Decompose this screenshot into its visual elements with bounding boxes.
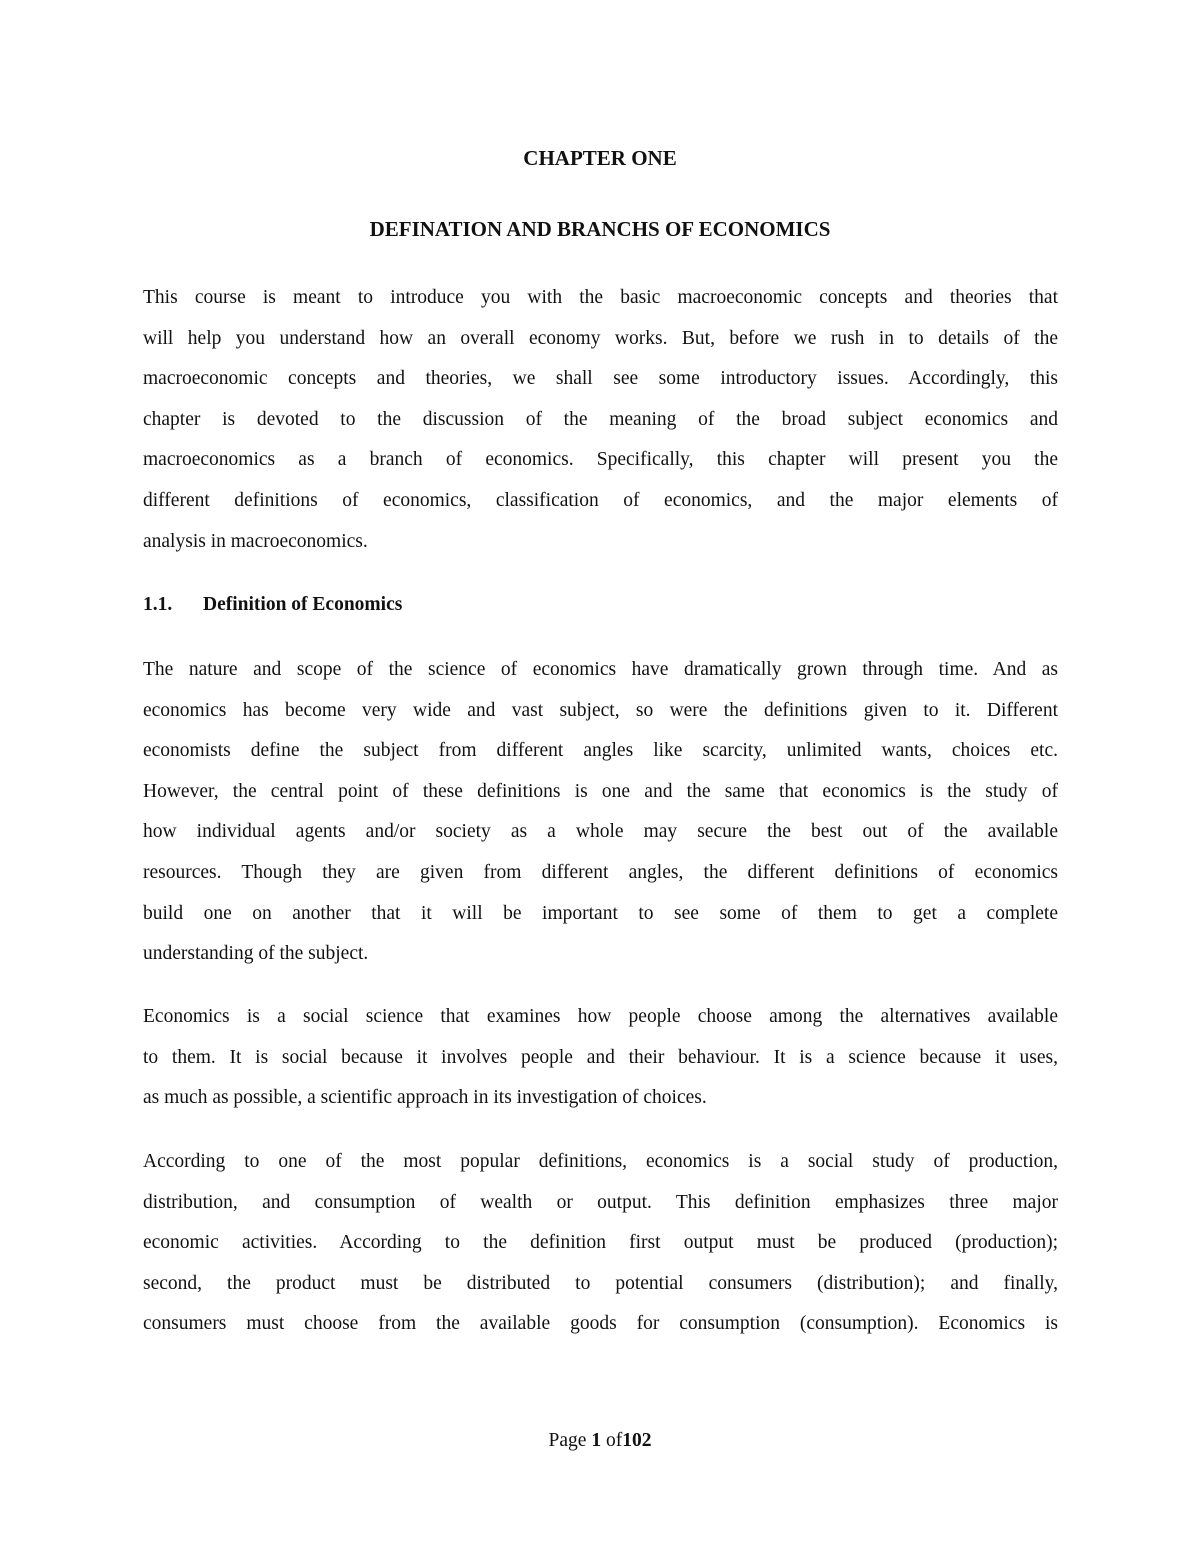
paragraph-line: economics has become very wide and vast subject, so were the definitions given to it. Different [143, 699, 1058, 721]
paragraph-line: Economics is a social science that examines how people choose among the alternatives available [143, 1006, 1058, 1027]
paragraph-line: The nature and scope of the science of economics have dramatically grown through time. And as [143, 659, 1058, 680]
chapter-title: CHAPTER ONE [523, 146, 677, 170]
paragraph-line: This course is meant to introduce you with the basic macroeconomic concepts and theories that [143, 287, 1058, 308]
total-pages: 102 [622, 1430, 652, 1451]
paragraph-line: macroeconomics as a branch of economics. Specifically, this chapter will present you the [143, 449, 1058, 471]
page-footer [0, 1430, 1200, 1452]
paragraph-line: build one on another that it will be important to see some of them to get a complete [143, 902, 1058, 924]
paragraph-line: However, the central point of these definitions is one and the same that economics is the study of [143, 780, 1058, 802]
paragraph-line: resources. Though they are given from different angles, the different definitions of economics [143, 861, 1058, 883]
paragraph-line: second, the product must be distributed to potential consumers (distribution); and finally, [143, 1272, 1058, 1294]
paragraph-line: as much as possible, a scientific approach in its investigation of choices. [143, 1087, 707, 1109]
intro-paragraph [143, 278, 1058, 562]
paragraph-line: According to one of the most popular definitions, economics is a social study of production, [143, 1151, 1058, 1172]
current-page-number: 1 [591, 1430, 602, 1451]
paragraph-line: economic activities. According to the definition first output must be produced (production); [143, 1232, 1058, 1254]
paragraph-line: consumers must choose from the available goods for consumption (consumption). Economics is [143, 1313, 1058, 1335]
paragraph-line: understanding of the subject. [143, 943, 369, 965]
section-title: Definition of Economics [203, 594, 403, 615]
page-prefix: Page [548, 1430, 587, 1451]
paragraph-line: distribution, and consumption of wealth or output. This definition emphasizes three major [143, 1191, 1058, 1213]
paragraph-line: to them. It is social because it involves people and their behaviour. It is a science because it uses, [143, 1046, 1058, 1068]
paragraph-line: chapter is devoted to the discussion of the meaning of the broad subject economics and [143, 408, 1058, 430]
paragraph-line: will help you understand how an overall economy works. But, before we rush in to details of the [143, 327, 1058, 349]
definition-paragraph [143, 650, 1058, 975]
paragraph-line: analysis in macroeconomics. [143, 530, 368, 552]
page-of-label: of [605, 1430, 623, 1451]
social-science-paragraph [143, 997, 1058, 1119]
chapter-subtitle: DEFINATION AND BRANCHS OF ECONOMICS [369, 217, 831, 241]
section-number: 1.1. [143, 594, 173, 615]
paragraph-line: economists define the subject from different angles like scarcity, unlimited wants, choices etc. [143, 740, 1058, 762]
popular-definition-paragraph [143, 1142, 1058, 1345]
paragraph-line: how individual agents and/or society as a whole may secure the best out of the available [143, 821, 1058, 843]
paragraph-line: macroeconomic concepts and theories, we shall see some introductory issues. Accordingly, this [143, 368, 1058, 390]
section-heading [143, 594, 402, 616]
paragraph-line: different definitions of economics, classification of economics, and the major elements of [143, 489, 1058, 511]
